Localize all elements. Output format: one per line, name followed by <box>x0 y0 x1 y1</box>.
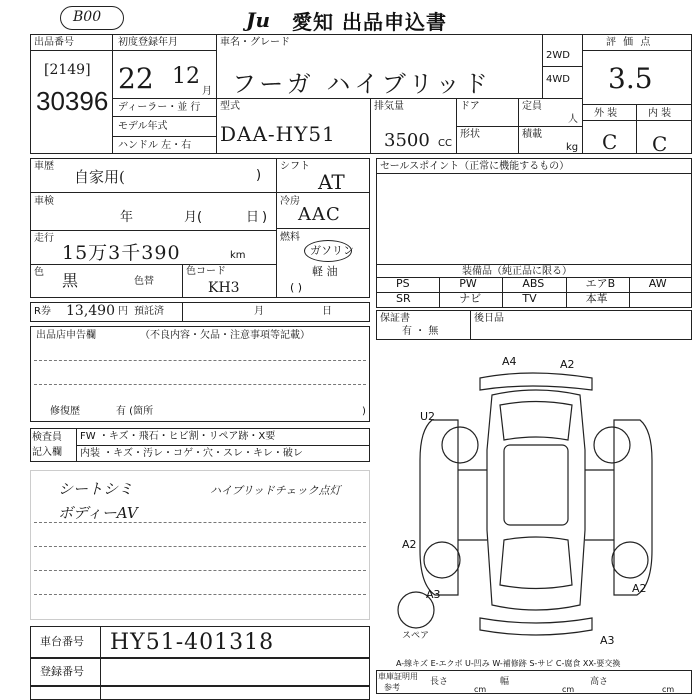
registration-month: 12 <box>172 64 200 89</box>
width-unit: cm <box>562 685 575 694</box>
drive-4wd: 4WD <box>546 74 570 85</box>
inspection-day: 日 <box>246 210 260 225</box>
load-label: 積載 <box>522 129 542 140</box>
registration-label: 初度登録年月 <box>118 37 178 48</box>
shift-label: シフト <box>280 161 310 172</box>
inspection-year: 年 <box>120 210 134 225</box>
equipment-item: エアB <box>585 277 616 290</box>
shift-value: AT <box>318 170 345 194</box>
inspector-note-1: シートシミ <box>58 480 134 498</box>
history-label: 車歴 <box>34 161 54 172</box>
damage-mark-a2-right: A2 <box>632 582 647 595</box>
mileage-unit: km <box>230 250 246 261</box>
registration-month-unit: 月 <box>202 86 212 97</box>
inspection-label: 車検 <box>34 196 54 207</box>
notes-label: 出品店申告欄 <box>36 330 96 341</box>
warranty-options: 有 ・ 無 <box>402 326 439 337</box>
equipment-item: TV <box>522 292 537 305</box>
width-label: 幅 <box>500 677 510 687</box>
handle-label: ハンドル 左・右 <box>118 140 192 151</box>
type-label: 型式 <box>220 101 240 112</box>
reg-label: 登録番号 <box>40 665 84 678</box>
damage-mark-a3-left: A3 <box>426 588 441 601</box>
equipment-item: SR <box>396 292 411 305</box>
chassis-label: 車台番号 <box>40 635 84 648</box>
inspection-month: 月( <box>184 210 203 225</box>
color-label: 色 <box>34 267 44 278</box>
recycle-deposit: 預託済 <box>134 306 164 317</box>
fuel-option-3: ( ) <box>290 281 303 294</box>
recycle-label: R券 <box>34 306 51 317</box>
damage-mark-a4: A4 <box>502 355 517 368</box>
damage-mark-a3-rear: A3 <box>600 634 615 647</box>
repair-close: ) <box>362 406 366 417</box>
warranty-label: 保証書 <box>380 313 410 324</box>
capacity-unit: 人 <box>568 114 578 125</box>
fuel-value: ガソリン <box>310 244 354 257</box>
registration-year: 22 <box>118 62 154 95</box>
history-close: ) <box>256 168 262 183</box>
color-code: KH3 <box>208 280 240 296</box>
ac-value: AAC <box>298 204 341 225</box>
height-unit: cm <box>662 685 675 694</box>
model-year-label: モデル年式 <box>118 121 168 132</box>
rating-exterior: C <box>602 130 618 154</box>
inspector-label-2: 記入欄 <box>32 447 62 458</box>
shape-label: 形状 <box>460 129 480 140</box>
notes-sub: （不良内容・欠品・注意事項等記載） <box>140 330 310 341</box>
cert-label: 車庫証明用 <box>378 672 418 681</box>
rating-score: 3.5 <box>608 62 653 95</box>
fuel-option-2: 軽 油 <box>312 265 338 278</box>
ac-label: 冷房 <box>280 196 300 207</box>
diagram-legend: A-線キズ E-エクボ U-凹み W-補修跡 S-サビ C-腐食 XX-要交換 <box>396 659 621 668</box>
inspector-note-3: ハイブリッドチェック点灯 <box>210 484 341 497</box>
chassis-value: HY51-401318 <box>110 630 275 655</box>
equipment-item: PS <box>396 277 410 290</box>
inspector-row-2: 内装 ・キズ・汚レ・コゲ・穴・スレ・キレ・破レ <box>80 448 303 459</box>
recycle-amount: 13,490 <box>66 303 115 319</box>
car-damage-diagram <box>380 350 692 655</box>
height-label: 高さ <box>590 677 609 687</box>
damage-mark-a2-left: A2 <box>402 538 417 551</box>
inspection-close: ) <box>262 210 268 225</box>
history-value: 自家用( <box>74 168 125 186</box>
equipment-label: 装備品（純正品に限る） <box>462 266 572 277</box>
equipment-item: PW <box>459 277 477 290</box>
mileage-label: 走行 <box>34 233 54 244</box>
ref-label: 参考 <box>384 683 400 692</box>
garage-cert-row <box>376 670 692 694</box>
header-stamp <box>60 6 124 30</box>
rating-label: 評 価 点 <box>606 37 653 48</box>
color-value: 黒 <box>62 271 79 290</box>
displacement-value: 3500 <box>384 130 430 151</box>
damage-mark-u2: U2 <box>420 410 436 423</box>
equipment-item: 本革 <box>585 292 608 305</box>
equipment-item: AW <box>648 277 667 290</box>
sales-point-label: セールスポイント（正常に機能するもの） <box>380 161 570 172</box>
recycle-day: 日 <box>322 306 332 317</box>
door-label: ドア <box>460 101 480 112</box>
lot-bracket: [2149] <box>44 62 91 78</box>
equipment-item: ナビ <box>459 292 482 305</box>
car-name-value: フーガ ハイブリッド <box>232 70 492 98</box>
length-unit: cm <box>474 685 487 694</box>
header-logo: Ju <box>246 8 271 32</box>
lot-label: 出品番号 <box>34 37 74 48</box>
inspector-row-1: FW ・キズ・飛石・ヒビ割・リペア跡・X要 <box>80 431 276 442</box>
page-title: 愛知 出品申込書 <box>292 10 447 34</box>
color-change-label: 色替 <box>134 276 154 287</box>
rating-exterior-label: 外 装 <box>594 108 618 119</box>
type-value: DAA-HY51 <box>220 122 336 146</box>
mileage-value: 15万3千390 <box>62 242 181 264</box>
fuel-label: 燃料 <box>280 232 300 243</box>
equipment-item: ABS <box>522 277 545 290</box>
repair-label: 修復歴 <box>50 406 80 417</box>
rating-interior: C <box>652 132 668 156</box>
dealer-label: ディーラー・並 行 <box>118 102 201 113</box>
length-label: 長さ <box>430 677 449 687</box>
capacity-label: 定員 <box>522 101 542 112</box>
recycle-unit: 円 <box>118 306 128 317</box>
rating-interior-label: 内 装 <box>648 108 672 119</box>
recall-label: 後日品 <box>474 313 504 324</box>
load-unit: kg <box>566 142 579 153</box>
recycle-month: 月 <box>254 306 264 317</box>
displacement-unit: CC <box>438 138 452 149</box>
repair-value: 有 (箇所 <box>116 406 154 417</box>
color-code-label: 色コード <box>186 266 226 277</box>
lot-number: 30396 <box>36 86 109 116</box>
inspector-note-2: ボディーAV <box>58 504 138 522</box>
inspector-label-1: 検査員 <box>32 432 62 443</box>
damage-mark-a2-top: A2 <box>560 358 575 371</box>
displacement-label: 排気量 <box>374 101 404 112</box>
drive-2wd: 2WD <box>546 50 570 61</box>
car-name-label: 車名・グレード <box>220 37 290 48</box>
header-stamp-text: B00 <box>73 9 102 25</box>
spare-label: スペア <box>402 631 430 641</box>
